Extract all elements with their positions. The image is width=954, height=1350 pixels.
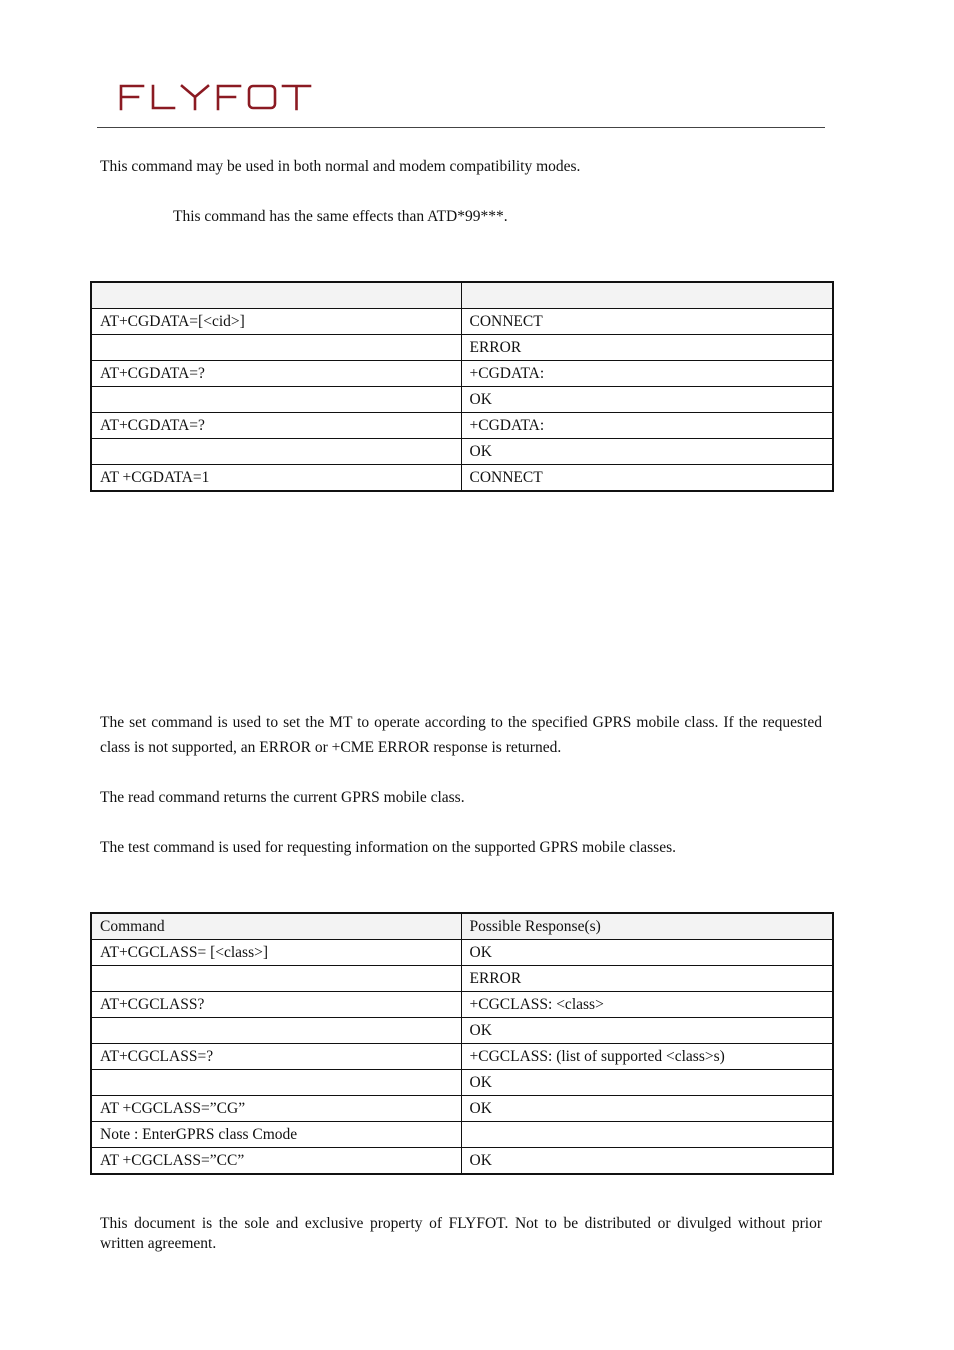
proprietary-footer: This document is the sole and exclusive property of FLYFOT. Not to be distributed or divulged without prior written agreement. bbox=[100, 1215, 822, 1252]
command-cell bbox=[91, 1018, 461, 1044]
table-header-cell bbox=[461, 282, 833, 309]
cgdata-table bbox=[90, 281, 834, 492]
response-cell: OK bbox=[461, 1018, 833, 1044]
table-row bbox=[91, 387, 833, 413]
table-header-row bbox=[91, 913, 833, 940]
table-row bbox=[91, 1148, 833, 1175]
command-cell: AT+CGCLASS= [<class>] bbox=[91, 940, 461, 966]
table-row bbox=[91, 1044, 833, 1070]
table-row bbox=[91, 465, 833, 492]
command-cell bbox=[91, 966, 461, 992]
command-cell: AT +CGCLASS=”CC” bbox=[91, 1148, 461, 1175]
cgclass-test-description: The test command is used for requesting information on the supported GPRS mobile classes. bbox=[100, 839, 676, 856]
response-cell: ERROR bbox=[461, 335, 833, 361]
cgclass-read-description: The read command returns the current GPRS mobile class. bbox=[100, 789, 465, 806]
response-cell: +CGCLASS: <class> bbox=[461, 992, 833, 1018]
table-row bbox=[91, 309, 833, 335]
response-cell bbox=[461, 1122, 833, 1148]
command-cell: AT +CGCLASS=”CG” bbox=[91, 1096, 461, 1122]
table-row bbox=[91, 335, 833, 361]
command-cell: AT+CGDATA=[<cid>] bbox=[91, 309, 461, 335]
response-cell: +CGCLASS: (list of supported <class>s) bbox=[461, 1044, 833, 1070]
cgdata-effects-note: This command has the same effects than ATD*99***. bbox=[173, 208, 508, 225]
response-cell: OK bbox=[461, 439, 833, 465]
response-cell: OK bbox=[461, 387, 833, 413]
header-rule bbox=[97, 127, 825, 128]
command-cell: AT+CGDATA=? bbox=[91, 361, 461, 387]
table-row bbox=[91, 992, 833, 1018]
command-cell: AT+CGCLASS=? bbox=[91, 1044, 461, 1070]
command-cell: AT +CGDATA=1 bbox=[91, 465, 461, 492]
cgclass-set-description: The set command is used to set the MT to operate according to the specified GPRS mobile class. If the requested class is not supported, an ERROR or +CME ERROR response is returned. bbox=[100, 714, 822, 756]
command-cell bbox=[91, 335, 461, 361]
table-row bbox=[91, 361, 833, 387]
cgdata-mode-note: This command may be used in both normal and modem compatibility modes. bbox=[100, 158, 581, 175]
table-row bbox=[91, 1070, 833, 1096]
table-row bbox=[91, 940, 833, 966]
table-row bbox=[91, 1096, 833, 1122]
cgclass-table bbox=[90, 912, 834, 1175]
command-cell: AT+CGDATA=? bbox=[91, 413, 461, 439]
table-header-cell: Possible Response(s) bbox=[461, 913, 833, 940]
response-cell: CONNECT bbox=[461, 309, 833, 335]
response-cell: OK bbox=[461, 1070, 833, 1096]
command-cell bbox=[91, 387, 461, 413]
command-cell bbox=[91, 439, 461, 465]
table-header-row bbox=[91, 282, 833, 309]
response-cell: OK bbox=[461, 1148, 833, 1175]
command-cell bbox=[91, 1070, 461, 1096]
table-header-cell bbox=[91, 282, 461, 309]
response-cell: +CGDATA: bbox=[461, 413, 833, 439]
response-cell: CONNECT bbox=[461, 465, 833, 492]
flyfot-logo bbox=[118, 82, 313, 112]
table-row bbox=[91, 1018, 833, 1044]
note-cell: Note : EnterGPRS class Cmode bbox=[91, 1122, 461, 1148]
table-row bbox=[91, 413, 833, 439]
table-row bbox=[91, 966, 833, 992]
response-cell: +CGDATA: bbox=[461, 361, 833, 387]
table-row bbox=[91, 1122, 833, 1148]
table-header-cell: Command bbox=[91, 913, 461, 940]
command-cell: AT+CGCLASS? bbox=[91, 992, 461, 1018]
response-cell: ERROR bbox=[461, 966, 833, 992]
response-cell: OK bbox=[461, 940, 833, 966]
table-row bbox=[91, 439, 833, 465]
response-cell: OK bbox=[461, 1096, 833, 1122]
